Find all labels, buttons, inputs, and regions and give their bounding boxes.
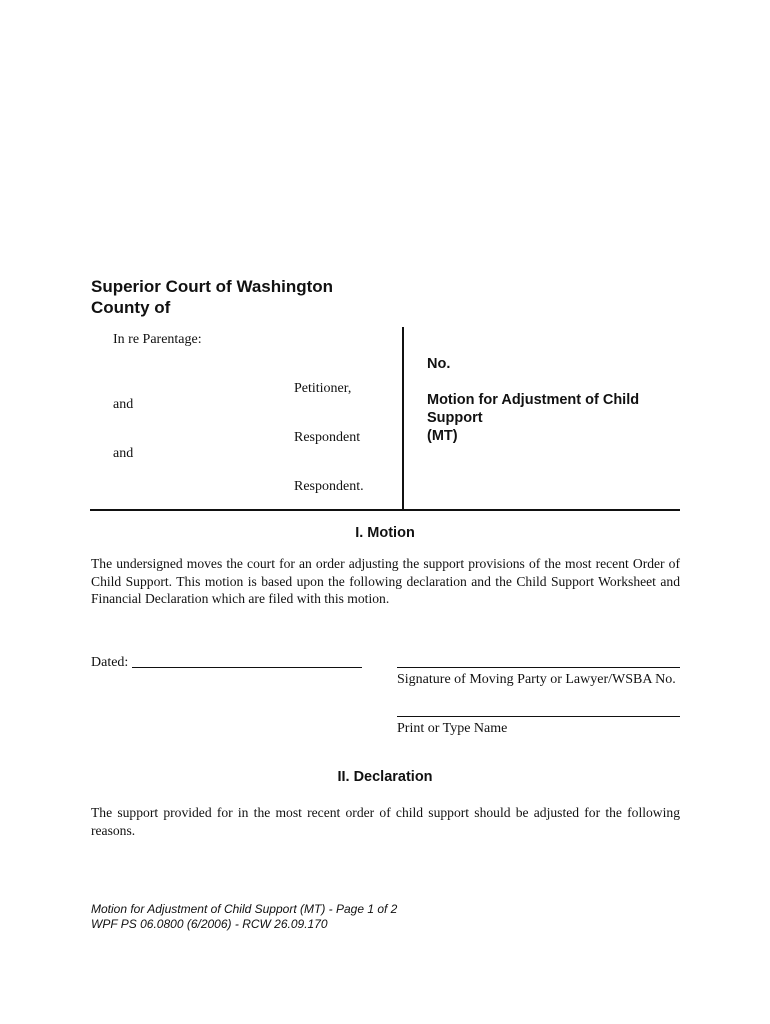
motion-body: The undersigned moves the court for an order adjusting the support provisions of the most recent Order of Child Support. This motion is based upon the following declaration and the Child Support Worksheet and Financial Declaration which are filed with this motion. [91,556,680,606]
court-title: Superior Court of Washington [91,277,334,296]
signature-label: Signature of Moving Party or Lawyer/WSBA No. [397,672,676,687]
and-label-1: and [113,397,134,412]
in-re-label: In re Parentage: [113,332,202,347]
footer-line-2: WPF PS 06.0800 (6/2006) - RCW 26.09.170 [91,917,328,931]
footer-line-1: Motion for Adjustment of Child Support (MT) - Page 1 of 2 [91,902,398,916]
document-title-line1: Motion for Adjustment of Child [427,392,640,408]
county-label: County of [91,298,171,317]
print-name-label: Print or Type Name [397,721,508,736]
dated-label: Dated: [91,655,129,670]
dated-line[interactable] [132,667,362,668]
caption-vertical-divider [402,327,404,510]
signature-line[interactable] [397,667,680,668]
document-title-line2: Support [427,410,483,426]
case-number-label: No. [427,356,451,372]
respondent-label: Respondent [294,430,361,445]
declaration-heading: II. Declaration [337,769,433,785]
and-label-2: and [113,446,134,461]
petitioner-label: Petitioner, [294,381,352,396]
respondent-label-2: Respondent. [294,479,364,494]
caption-horizontal-rule [90,509,680,511]
print-name-line[interactable] [397,716,680,717]
document-code: (MT) [427,428,458,444]
motion-heading: I. Motion [355,525,415,541]
declaration-body: The support provided for in the most recent order of child support should be adjusted for the following reasons. [91,805,680,838]
